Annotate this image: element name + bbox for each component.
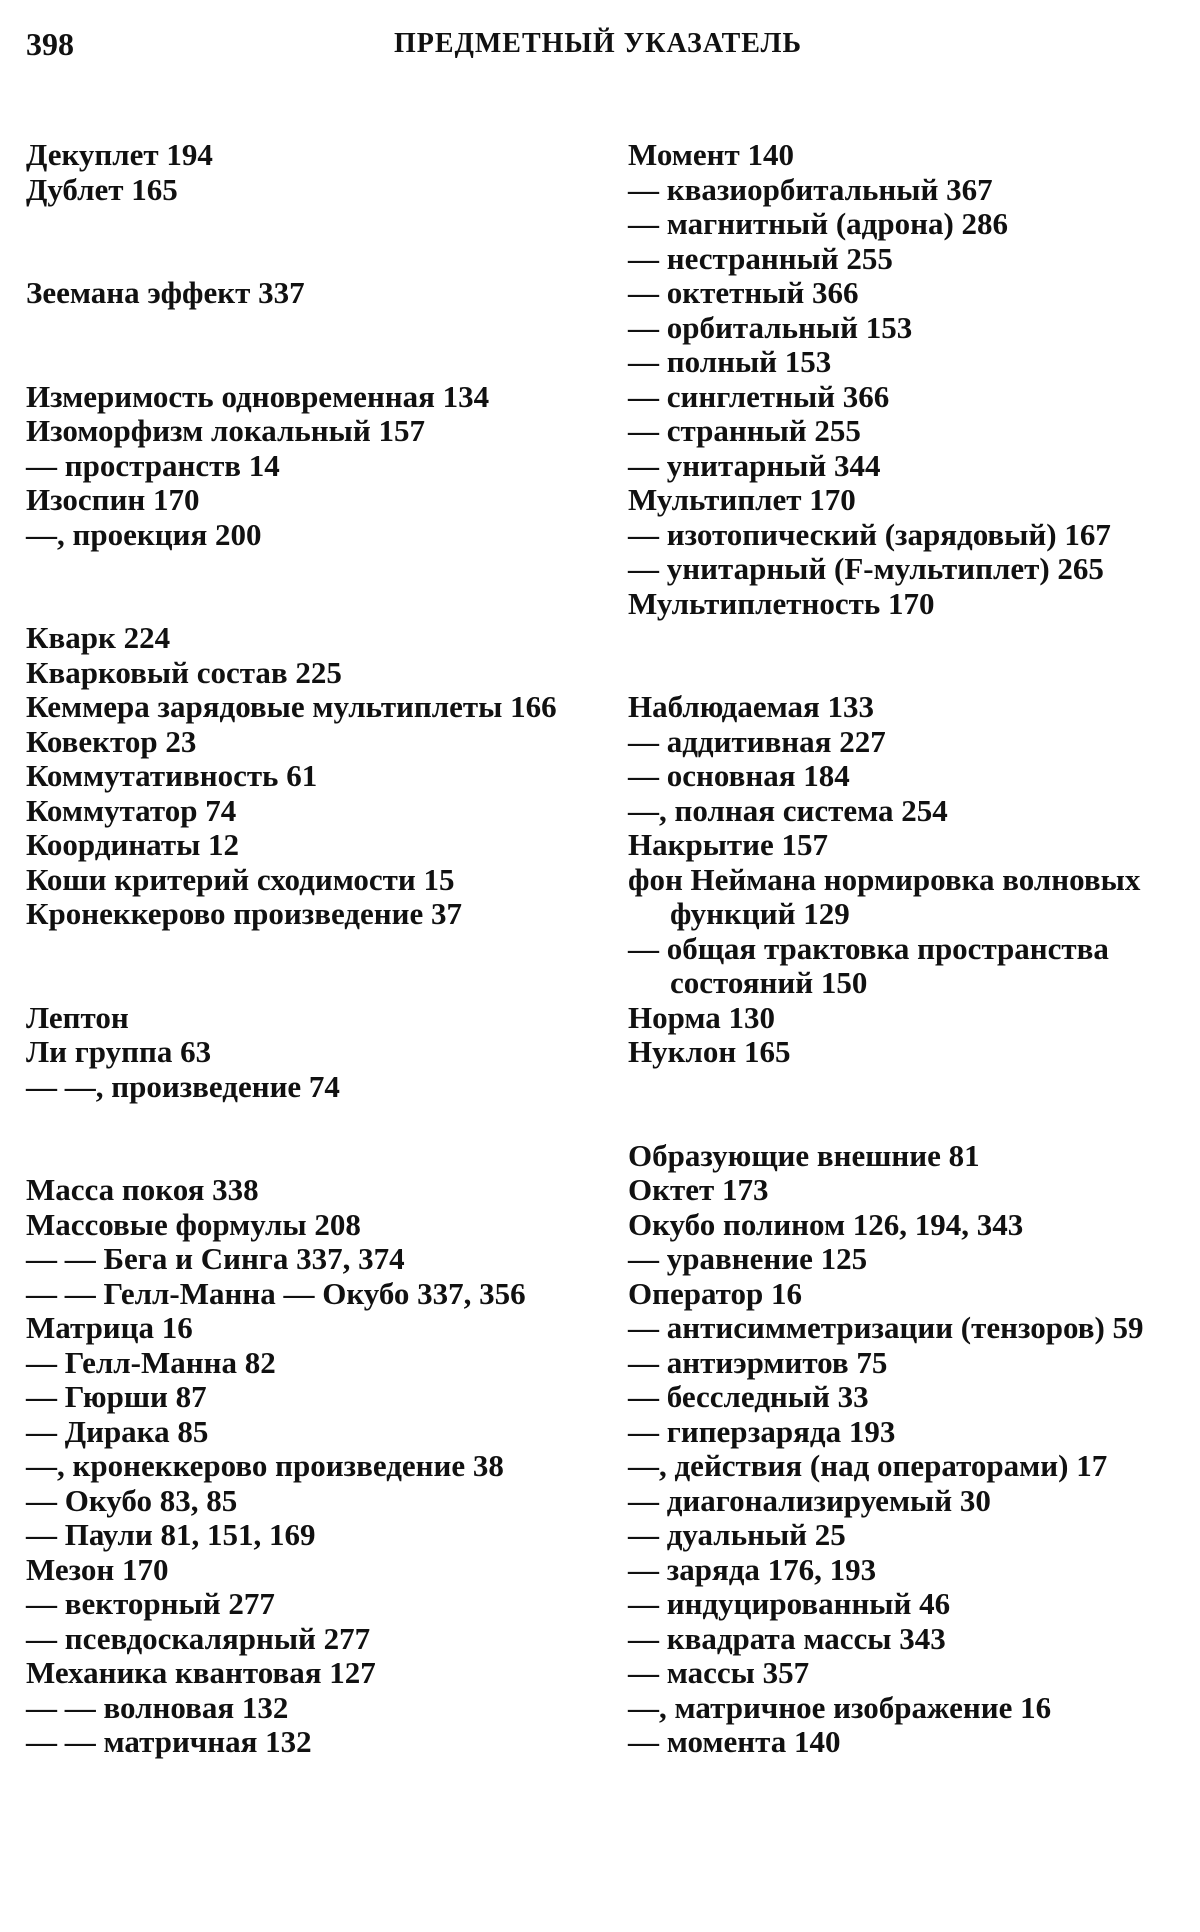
index-subentry: — бесследный 33 [628,1379,869,1414]
index-entry: Мезон 170 [26,1551,169,1587]
index-subentry: —, полная система 254 [628,792,948,828]
index-subentry: — гиперзаряда 193 [628,1413,896,1449]
section-gap [628,621,1176,690]
index-subentry: — квазиорбитальный 367 [628,171,993,207]
index-subentry: — — Бега и Синга 337, 374 [26,1241,405,1276]
index-subentry: — орбитальный 153 [628,309,913,345]
index-subentry: — унитарный 344 [628,447,881,483]
index-entry: Изоморфизм локальный 157 [26,413,425,448]
page-number: 398 [26,26,74,62]
index-entry: Механика квантовая 127 [26,1655,376,1690]
index-subentry: — магнитный (адрона) 286 [628,206,1009,241]
index-entry: Кварк 224 [26,620,171,655]
index-entry: Коммутатор 74 [26,792,237,828]
index-subentry: —, матричное изображение 16 [628,1689,1052,1725]
index-subentry: —, проекция 200 [26,516,262,552]
index-entry: Изоспин 170 [26,482,200,517]
index-subentry: — квадрата массы 343 [628,1620,946,1656]
index-subentry: — аддитивная 227 [628,723,886,759]
index-entry: Коммутативность 61 [26,758,318,793]
index-subentry: — дуальный 25 [628,1517,846,1552]
index-subentry: — пространств 14 [26,447,280,483]
index-entry: Момент 140 [628,137,794,172]
index-subentry: — массы 357 [628,1655,810,1690]
index-subentry: — диагонализируемый 30 [628,1482,991,1518]
index-subentry: — полный 153 [628,344,832,379]
index-column-left [26,138,586,1760]
running-title: ПРЕДМЕТНЫЙ УКАЗАТЕЛЬ [394,28,802,59]
index-entry: Массовые формулы 208 [26,1206,361,1242]
index-subentry: — момента 140 [628,1724,841,1759]
index-subentry: — Гюрши 87 [26,1379,207,1414]
index-entry: Мультиплетность 170 [628,585,935,621]
index-entry: Окубо полином 126, 194, 343 [628,1206,1024,1242]
index-entry: Дублет 165 [26,171,178,207]
section-gap [628,1070,1176,1139]
section-gap [26,552,586,621]
index-entry: Норма 130 [628,999,776,1035]
index-entry: Декуплет 194 [26,137,213,172]
index-subentry: — Окубо 83, 85 [26,1482,238,1518]
section-gap [26,207,586,276]
index-subentry: — синглетный 366 [628,378,890,414]
index-entry: Ковектор 23 [26,723,197,759]
index-subentry: — Паули 81, 151, 169 [26,1517,316,1552]
index-subentry: —, кронеккерово произведение 38 [26,1448,504,1483]
index-subentry: — октетный 366 [628,275,859,310]
index-subentry: — векторный 277 [26,1586,275,1621]
section-gap [26,1104,586,1173]
index-subentry: — — волновая 132 [26,1689,289,1725]
index-subentry: — нестранный 255 [628,240,893,276]
index-subentry: — основная 184 [628,758,850,793]
index-entry: фон Неймана нормировка волновых функций 129 [628,861,1141,931]
index-entry: Кварковый состав 225 [26,654,342,690]
index-column-right [628,138,1176,1760]
index-entry: Лептон [26,999,129,1035]
page-header [26,26,1170,66]
index-entry: Коши критерий сходимости 15 [26,861,455,897]
index-subentry: — антиэрмитов 75 [628,1344,888,1380]
index-subentry: — странный 255 [628,413,861,448]
index-entry: Оператор 16 [628,1275,802,1311]
index-subentry: — — матричная 132 [26,1724,312,1759]
index-subentry: — антисимметризации (тензоров) 59 [628,1310,1144,1345]
index-subentry: — псевдоскалярный 277 [26,1620,371,1656]
index-entry: Мультиплет 170 [628,482,856,517]
index-entry: Кеммера зарядовые мультиплеты 166 [26,689,557,724]
index-entry: Координаты 12 [26,827,240,862]
index-subentry: — Дирака 85 [26,1413,209,1449]
index-entry: Матрица 16 [26,1310,193,1345]
section-gap [26,311,586,380]
index-entry: Наблюдаемая 133 [628,689,875,724]
index-subentry: — Гелл-Манна 82 [26,1344,276,1380]
index-subentry: —, действия (над операторами) 17 [628,1448,1108,1483]
index-subentry: — заряда 176, 193 [628,1551,877,1587]
index-entry: Образующие внешние 81 [628,1137,980,1173]
index-subentry: — унитарный (F-мультиплет) 265 [628,551,1104,586]
index-entry: Нуклон 165 [628,1034,791,1069]
index-subentry: — изотопический (зарядовый) 167 [628,516,1111,552]
index-subentry: — уравнение 125 [628,1241,868,1276]
index-subentry: — — Гелл-Манна — Окубо 337, 356 [26,1275,526,1311]
index-subentry: — общая трактовка пространства состояний 150 [628,930,1109,1000]
index-entry: Масса покоя 338 [26,1172,259,1207]
index-entry: Накрытие 157 [628,827,829,862]
index-entry: Зеемана эффект 337 [26,275,305,310]
index-subentry: — —, произведение 74 [26,1068,340,1104]
index-entry: Кронеккерово произведение 37 [26,896,462,931]
index-entry: Октет 173 [628,1172,769,1207]
index-entry: Измеримость одновременная 134 [26,378,490,414]
index-entry: Ли группа 63 [26,1034,212,1069]
index-subentry: — индуцированный 46 [628,1586,951,1621]
section-gap [26,932,586,1001]
